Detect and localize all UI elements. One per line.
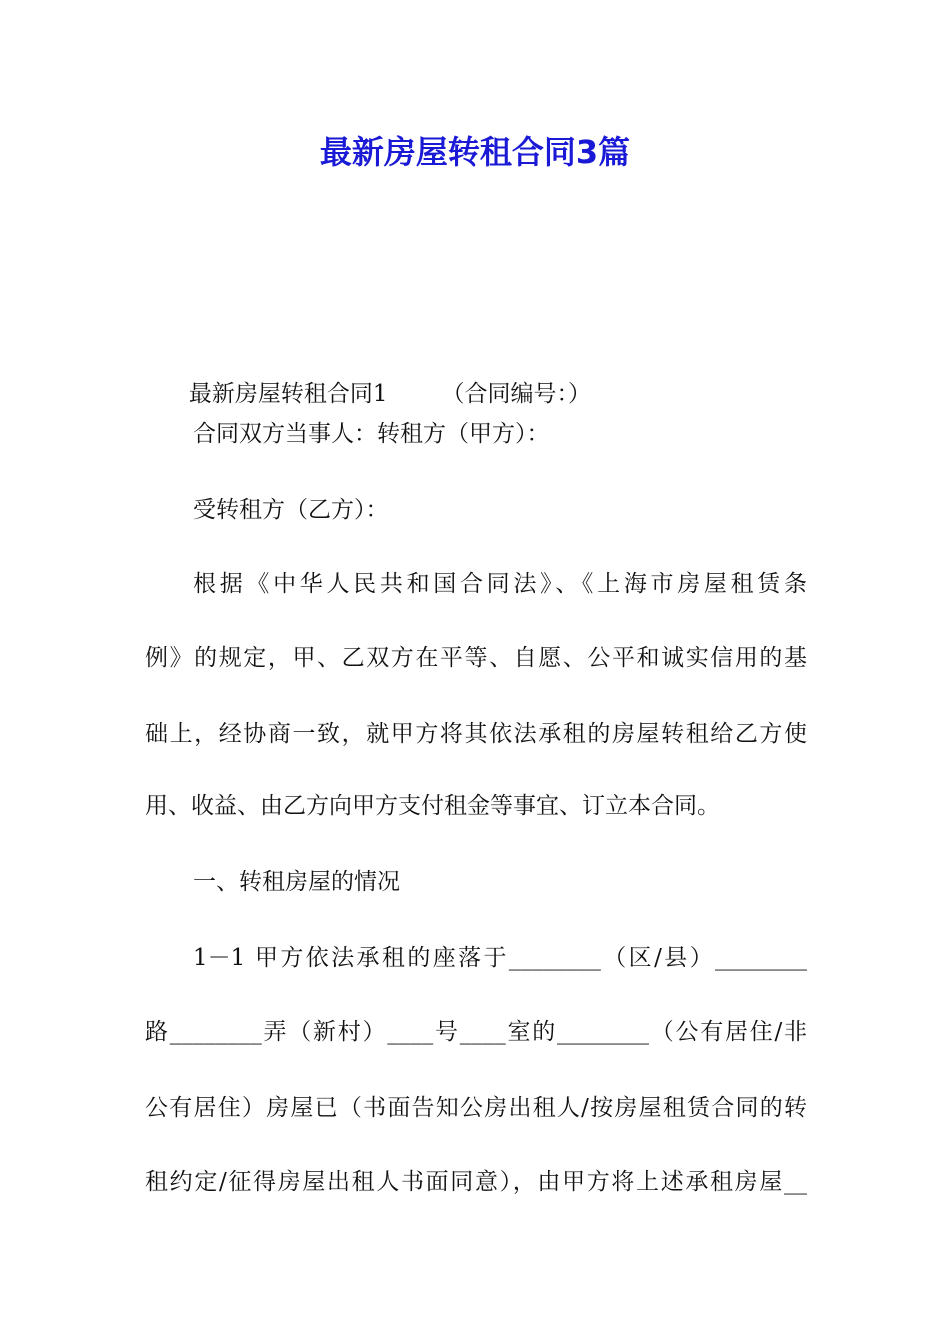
clause-line: 公有居住）房屋已（书面告知公房出租人/按房屋租赁合同的转: [145, 1095, 807, 1121]
paragraph-line: 础上，经协商一致，就甲方将其依法承租的房屋转租给乙方使: [145, 721, 807, 747]
parties-line: 合同双方当事人：转租方（甲方）：: [193, 421, 550, 447]
contract-heading-title: 最新房屋转租合同1: [188, 381, 388, 407]
clause-line: 1－1 甲方依法承租的座落于________（区/县）________: [193, 945, 807, 971]
contract-heading: [145, 340, 592, 407]
paragraph-line: 例》的规定，甲、乙双方在平等、自愿、公平和诚实信用的基: [145, 645, 807, 671]
paragraph-line: 用、收益、由乙方向甲方支付租金等事宜、订立本合同。: [145, 793, 720, 819]
contract-number-label: （合同编号：）: [441, 381, 592, 407]
section-heading: 一、转租房屋的情况: [193, 869, 400, 895]
paragraph-line: 根据《中华人民共和国合同法》、《上海市房屋租赁条: [193, 571, 807, 597]
clause-line: 租约定/征得房屋出租人书面同意），由甲方将上述承租房屋__: [145, 1169, 807, 1195]
lessee-line: 受转租方（乙方）：: [193, 497, 389, 523]
clause-line: 路________弄（新村）____号____室的________（公有居住/非: [145, 1019, 807, 1045]
document-title: 最新房屋转租合同3篇: [319, 133, 631, 171]
